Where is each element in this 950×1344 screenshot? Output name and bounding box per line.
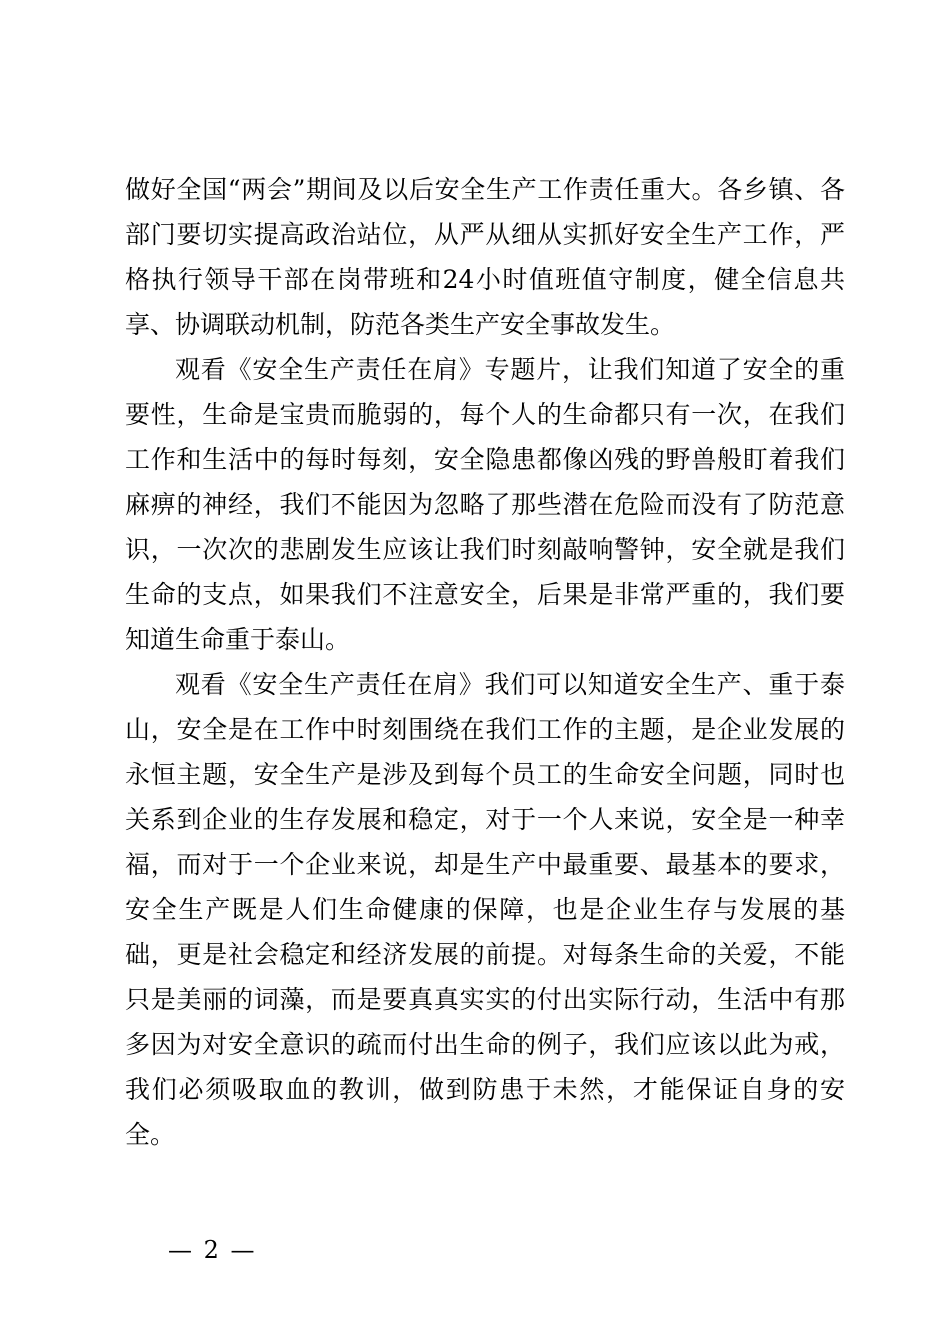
- paragraph-1: 做好全国“两会”期间及以后安全生产工作责任重大。各乡镇、各部门要切实提高政治站位，从严从细从实抓好安全生产工作，严格执行领导干部在岗带班和24小时值班值守制度，健全信息共享、协调联动机制，防范各类生产安全事故发生。: [125, 175, 845, 339]
- page-number: — 2 —: [168, 1236, 257, 1264]
- document-body: [125, 167, 845, 1157]
- paragraph-3: 观看《安全生产责任在肩》我们可以知道安全生产、重于泰山，安全是在工作中时刻围绕在我们工作的主题，是企业发展的永恒主题，安全生产是涉及到每个员工的生命安全问题，同时也关系到企业的生存发展和稳定，对于一个人来说，安全是一种幸福，而对于一个企业来说，却是生产中最重要、最基本的要求，安全生产既是人们生命健康的保障，也是企业生存与发展的基础，更是社会稳定和经济发展的前提。对每条生命的关爱，不能只是美丽的词藻，而是要真真实实的付出实际行动，生活中有那多因为对安全意识的疏而付出生命的例子，我们应该以此为戒，我们必须吸取血的教训，做到防患于未然，才能保证自身的安全。: [125, 670, 845, 1149]
- paragraph-2: 观看《安全生产责任在肩》专题片，让我们知道了安全的重要性，生命是宝贵而脆弱的，每个人的生命都只有一次，在我们工作和生活中的每时每刻，安全隐患都像凶残的野兽般盯着我们麻痹的神经，我们不能因为忽略了那些潜在危险而没有了防范意识，一次次的悲剧发生应该让我们时刻敲响警钟，安全就是我们生命的支点，如果我们不注意安全，后果是非常严重的，我们要知道生命重于泰山。: [125, 355, 845, 654]
